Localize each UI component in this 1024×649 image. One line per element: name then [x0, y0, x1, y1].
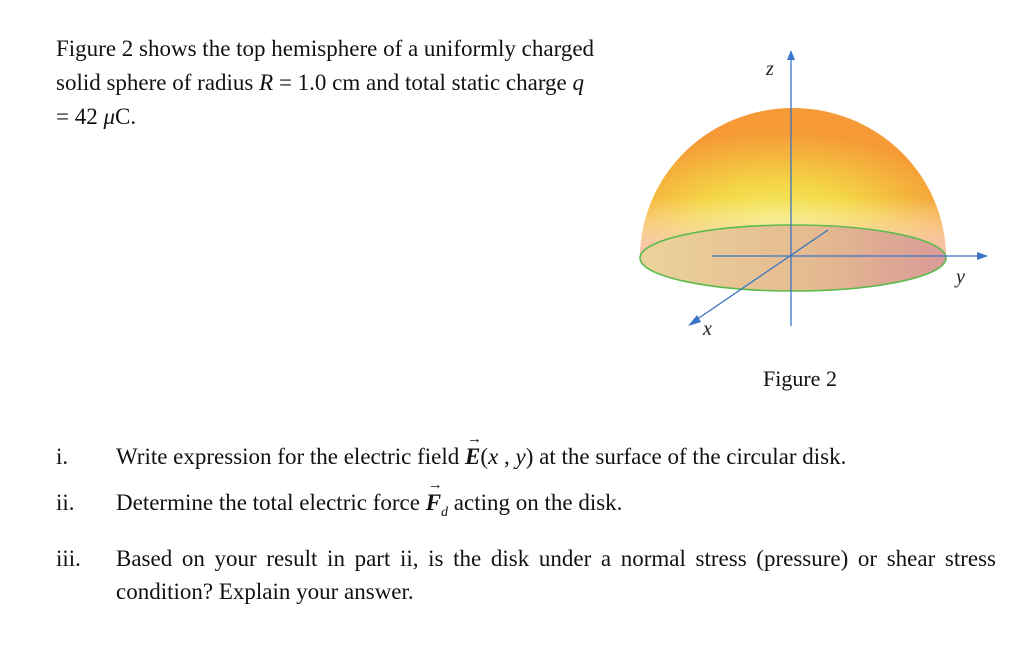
- question-text: Based on your result in part ii, is the disk under a normal stress (pressure) or shear stress condition? Explain your answer.: [116, 546, 996, 604]
- base-disk: [640, 225, 946, 291]
- question-text: [116, 486, 996, 529]
- question-list: [56, 440, 996, 621]
- hemisphere-diagram: [620, 30, 1020, 350]
- question-iii: [56, 542, 996, 608]
- question-number: iii.: [56, 546, 81, 571]
- intro-text: Figure 2 shows the top hemisphere of a uniformly charged solid sphere of radius: [56, 36, 595, 95]
- arg-x: x: [488, 444, 499, 469]
- arg-y: y: [515, 444, 526, 469]
- charge-symbol: q: [572, 70, 585, 95]
- micro-symbol: μ: [103, 104, 116, 129]
- figure-caption: Figure 2: [763, 366, 837, 391]
- question-ii: [56, 486, 996, 529]
- y-axis-label: y: [956, 266, 965, 288]
- z-axis-label: z: [766, 58, 774, 80]
- intro-paragraph: [56, 32, 596, 134]
- problem-intro: [56, 32, 596, 134]
- charge-value: = 42: [56, 104, 104, 129]
- x-axis-arrowhead: [688, 315, 701, 326]
- question-text-after: acting on the disk.: [448, 490, 623, 515]
- args-open: (: [480, 444, 489, 469]
- question-number: i.: [56, 444, 69, 469]
- question-text-after: at the surface of the circular disk.: [533, 444, 847, 469]
- question-number: ii.: [56, 490, 75, 515]
- force-subscript: d: [441, 505, 449, 520]
- figure-2-hemisphere: [620, 30, 1020, 350]
- x-axis-label: x: [703, 318, 712, 340]
- charge-unit: C.: [115, 104, 137, 129]
- args-close: ): [525, 444, 534, 469]
- radius-symbol: R: [259, 70, 274, 95]
- electric-field-symbol: → E: [465, 440, 480, 473]
- arg-sep: ,: [498, 444, 516, 469]
- question-text-before: Determine the total electric force: [116, 490, 426, 515]
- question-text: [116, 440, 996, 473]
- z-axis-arrowhead: [787, 50, 795, 60]
- radius-value: = 1.0 cm and total static charge: [273, 70, 573, 95]
- question-text-before: Write expression for the electric field: [116, 444, 466, 469]
- question-i: [56, 440, 996, 473]
- y-axis-arrowhead: [977, 252, 988, 260]
- force-symbol: → F: [426, 486, 441, 519]
